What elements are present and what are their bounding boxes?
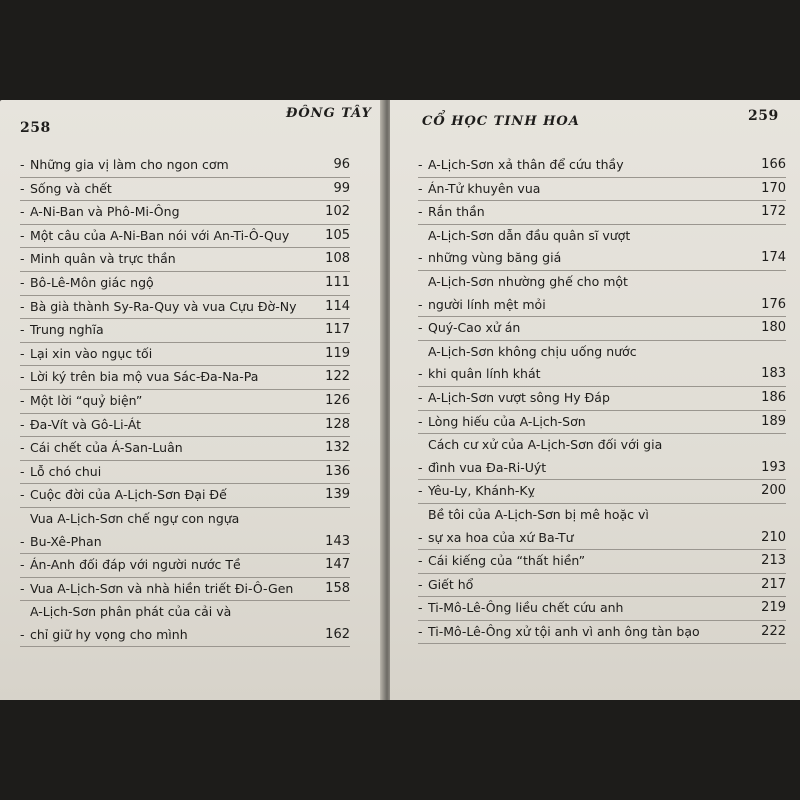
toc-entry-title: Một lời “quỷ biện” — [30, 392, 143, 408]
toc-entry-title-line: người lính mệt mỏi — [428, 296, 546, 312]
toc-entry — [20, 484, 350, 508]
toc-entry-title — [428, 271, 752, 316]
toc-entry-page: 193 — [761, 459, 786, 475]
toc-entry-page: 139 — [325, 487, 350, 503]
toc-dash: - — [418, 413, 423, 429]
toc-entry-title — [428, 225, 752, 270]
toc-entry-page: 96 — [333, 157, 350, 172]
toc-entry-title: Đa-Vít và Gô-Li-Át — [30, 416, 142, 432]
toc-entry-title: A-Lịch-Sơn vượt sông Hy Đáp — [428, 389, 610, 405]
toc-dash: - — [418, 576, 423, 592]
toc-dash: - — [418, 483, 423, 499]
toc-entry — [418, 178, 786, 202]
toc-entry-title: A-Ni-Ban và Phô-Mi-Ông — [30, 204, 180, 220]
toc-dash: - — [418, 157, 423, 172]
toc-dash: - — [20, 298, 25, 314]
toc-entry — [418, 504, 786, 550]
left-toc-list — [20, 154, 350, 647]
toc-entry-page: 219 — [761, 600, 786, 616]
toc-entry-page: 176 — [761, 296, 786, 312]
toc-entry-page: 136 — [325, 463, 350, 479]
toc-entry — [20, 296, 350, 320]
toc-entry — [20, 201, 350, 225]
toc-dash: - — [20, 369, 25, 385]
toc-entry-title — [428, 504, 752, 549]
toc-entry — [20, 508, 350, 554]
toc-entry-page: 210 — [761, 529, 786, 545]
toc-dash: - — [20, 322, 25, 338]
toc-entry-page: 162 — [325, 626, 350, 642]
right-running-title: CỔ HỌC TINH HOA — [422, 114, 580, 129]
toc-entry-title-line: A-Lịch-Sơn nhường ghế cho một — [428, 273, 628, 289]
toc-entry — [20, 578, 350, 602]
toc-entry — [20, 437, 350, 461]
toc-entry-title: A-Lịch-Sơn xả thân để cứu thầy — [428, 157, 624, 172]
toc-entry-title-line: khi quân lính khát — [428, 366, 541, 382]
toc-dash: - — [20, 392, 25, 408]
toc-entry — [418, 434, 786, 480]
toc-entry — [20, 601, 350, 647]
toc-entry-title: Ti-Mô-Lê-Ông xử tội anh vì anh ông tàn bạo — [428, 623, 700, 639]
toc-entry-page: 119 — [325, 345, 350, 361]
toc-entry-title-line: sự xa hoa của xứ Ba-Tư — [428, 529, 574, 545]
toc-entry-page: 172 — [761, 204, 786, 220]
toc-entry-title-line: chỉ giữ hy vọng cho mình — [30, 626, 188, 642]
toc-entry-title-line: Vua A-Lịch-Sơn chế ngự con ngựa — [30, 510, 240, 526]
toc-entry-page: 217 — [761, 576, 786, 592]
toc-entry-title: Sống và chết — [30, 180, 112, 196]
toc-dash: - — [20, 274, 25, 290]
toc-entry — [418, 225, 786, 271]
toc-entry — [418, 480, 786, 504]
toc-entry-page: 132 — [325, 440, 350, 456]
toc-entry — [418, 574, 786, 598]
toc-entry-page: 166 — [761, 157, 786, 172]
toc-dash: - — [20, 204, 25, 220]
toc-dash: - — [418, 320, 423, 336]
toc-entry-title: Trung nghĩa — [30, 322, 104, 338]
toc-dash: - — [418, 180, 423, 196]
toc-entry — [20, 178, 350, 202]
toc-entry — [20, 248, 350, 272]
toc-entry-page: 99 — [333, 180, 350, 196]
toc-dash: - — [20, 487, 25, 503]
toc-dash: - — [20, 227, 25, 243]
toc-entry-page: 108 — [325, 251, 350, 267]
toc-entry-title: Minh quân và trực thần — [30, 251, 176, 267]
toc-entry-page: 186 — [761, 389, 786, 405]
toc-entry — [20, 461, 350, 485]
toc-entry — [20, 366, 350, 390]
toc-dash: - — [20, 580, 25, 596]
toc-entry-title-line: A-Lịch-Sơn phân phát của cải và — [30, 604, 232, 620]
right-toc-list — [418, 154, 786, 644]
toc-entry-title: Án-Tử khuyên vua — [428, 180, 541, 196]
toc-dash: - — [418, 250, 423, 266]
toc-dash: - — [20, 157, 25, 172]
toc-entry-title: Lỗ chó chui — [30, 463, 102, 479]
toc-entry-page: 111 — [325, 274, 350, 290]
toc-entry-page: 174 — [761, 250, 786, 266]
toc-dash: - — [418, 529, 423, 545]
toc-dash: - — [418, 296, 423, 312]
toc-entry-title: Những gia vị làm cho ngon cơm — [30, 157, 229, 172]
toc-entry-title: Cái kiếng của “thất hiền” — [428, 553, 586, 569]
toc-entry — [20, 390, 350, 414]
toc-entry-title: Bô-Lê-Môn giác ngộ — [30, 274, 154, 290]
toc-dash: - — [20, 557, 25, 573]
toc-entry — [418, 341, 786, 387]
toc-entry — [20, 554, 350, 578]
toc-dash: - — [418, 600, 423, 616]
toc-entry-title: Lời ký trên bia mộ vua Sác-Đa-Na-Pa — [30, 369, 259, 385]
toc-entry-page: 126 — [325, 392, 350, 408]
toc-entry — [20, 154, 350, 178]
toc-entry-page: 128 — [325, 416, 350, 432]
toc-entry-page: 122 — [325, 369, 350, 385]
toc-entry — [20, 272, 350, 296]
toc-dash: - — [418, 204, 423, 220]
toc-entry-title-line: Bề tôi của A-Lịch-Sơn bị mê hoặc vì — [428, 506, 649, 522]
right-page-number: 259 — [748, 108, 779, 124]
toc-entry-title-line: đình vua Đa-Ri-Uýt — [428, 459, 547, 475]
toc-entry-title: Cuộc đời của A-Lịch-Sơn Đại Đế — [30, 487, 227, 503]
toc-dash: - — [418, 623, 423, 639]
toc-dash: - — [418, 459, 423, 475]
toc-entry-title: Một câu của A-Ni-Ban nói với An-Ti-Ô-Quy — [30, 227, 290, 243]
toc-entry-title: Ti-Mô-Lê-Ông liều chết cứu anh — [428, 600, 624, 616]
right-page — [390, 100, 800, 700]
toc-entry-page: 143 — [325, 533, 350, 549]
toc-dash: - — [20, 345, 25, 361]
open-book — [0, 100, 800, 700]
toc-dash: - — [20, 463, 25, 479]
toc-entry-title: Giết hổ — [428, 576, 474, 592]
toc-dash: - — [20, 626, 25, 642]
toc-entry-page: 183 — [761, 366, 786, 382]
toc-entry-page: 105 — [325, 227, 350, 243]
toc-dash: - — [20, 533, 25, 549]
toc-entry-title — [30, 508, 316, 553]
toc-entry — [418, 621, 786, 645]
toc-entry-page: 200 — [761, 483, 786, 499]
toc-entry — [418, 271, 786, 317]
left-page — [0, 100, 384, 700]
toc-dash: - — [20, 251, 25, 267]
toc-entry-title: Cái chết của Á-San-Luân — [30, 440, 183, 456]
toc-entry — [20, 319, 350, 343]
toc-entry-title: Lại xin vào ngục tối — [30, 345, 153, 361]
toc-entry-title-line: A-Lịch-Sơn dẫn đầu quân sĩ vượt — [428, 227, 631, 243]
toc-entry — [20, 343, 350, 367]
toc-entry — [418, 317, 786, 341]
toc-entry — [418, 201, 786, 225]
toc-dash: - — [418, 389, 423, 405]
left-running-title: ĐÔNG TÂY — [286, 106, 372, 121]
toc-entry-page: 213 — [761, 553, 786, 569]
toc-entry-title-line: những vùng băng giá — [428, 250, 562, 266]
toc-entry — [20, 225, 350, 249]
toc-entry-title: Án-Anh đối đáp với người nước Tề — [30, 557, 241, 573]
toc-entry — [418, 154, 786, 178]
toc-entry-page: 114 — [325, 298, 350, 314]
toc-entry-title: Yêu-Ly, Khánh-Kỵ — [428, 483, 535, 499]
toc-dash: - — [20, 416, 25, 432]
toc-entry-title: Bà già thành Sy-Ra-Quy và vua Cựu Đờ-Ny — [30, 298, 297, 314]
toc-entry-title: Rắn thần — [428, 204, 485, 220]
toc-entry-page: 117 — [325, 322, 350, 338]
toc-entry-title — [30, 601, 316, 646]
toc-entry-page: 158 — [325, 580, 350, 596]
toc-entry — [20, 414, 350, 438]
toc-entry — [418, 411, 786, 435]
toc-dash: - — [418, 366, 423, 382]
toc-entry-title-line: A-Lịch-Sơn không chịu uống nước — [428, 343, 637, 359]
toc-entry-page: 180 — [761, 320, 786, 336]
toc-entry — [418, 550, 786, 574]
left-page-number: 258 — [20, 120, 51, 136]
toc-entry-title: Quý-Cao xử án — [428, 320, 521, 336]
toc-entry-title — [428, 434, 752, 479]
toc-entry — [418, 387, 786, 411]
toc-entry-page: 222 — [761, 623, 786, 639]
toc-entry-title: Vua A-Lịch-Sơn và nhà hiền triết Đi-Ô-Gen — [30, 580, 294, 596]
toc-entry-title-line: Cách cư xử của A-Lịch-Sơn đối với gia — [428, 437, 663, 453]
toc-entry-page: 189 — [761, 413, 786, 429]
toc-dash: - — [418, 553, 423, 569]
toc-entry — [418, 597, 786, 621]
toc-entry-title — [428, 341, 752, 386]
toc-entry-page: 170 — [761, 180, 786, 196]
toc-entry-page: 147 — [325, 557, 350, 573]
toc-entry-page: 102 — [325, 204, 350, 220]
toc-dash: - — [20, 180, 25, 196]
toc-entry-title-line: Bu-Xê-Phan — [30, 533, 102, 549]
toc-entry-title: Lòng hiếu của A-Lịch-Sơn — [428, 413, 586, 429]
toc-dash: - — [20, 440, 25, 456]
